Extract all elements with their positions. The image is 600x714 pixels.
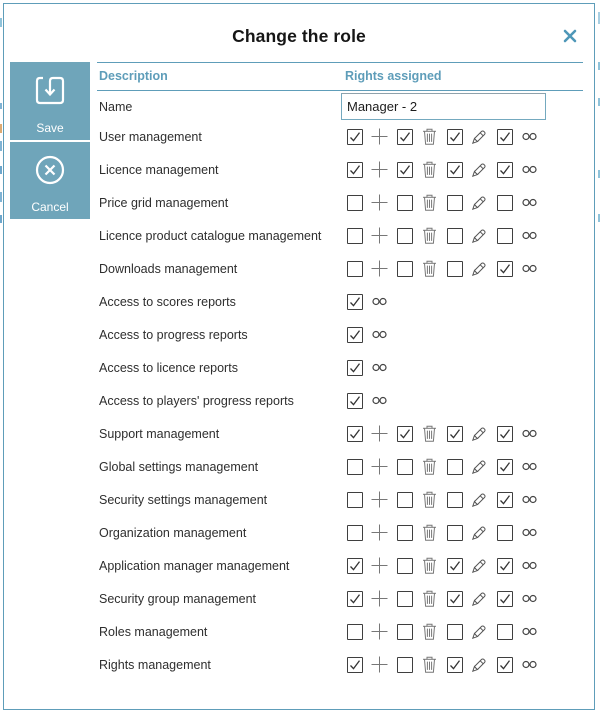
pencil-icon bbox=[467, 191, 492, 215]
cancel-icon bbox=[30, 151, 70, 196]
backdrop-fragment bbox=[0, 103, 2, 109]
checkbox-cell bbox=[492, 620, 517, 644]
checkbox-cell bbox=[342, 224, 367, 248]
rights-row bbox=[97, 483, 583, 516]
checkbox-cell bbox=[492, 521, 517, 545]
checkbox-unchecked[interactable] bbox=[447, 228, 463, 244]
checkbox-cell bbox=[392, 521, 417, 545]
checkbox-unchecked[interactable] bbox=[397, 228, 413, 244]
checkbox-cell bbox=[492, 158, 517, 182]
checkbox-unchecked[interactable] bbox=[397, 492, 413, 508]
trash-icon bbox=[417, 521, 442, 545]
checkbox-checked[interactable] bbox=[347, 591, 363, 607]
trash-icon bbox=[417, 158, 442, 182]
checkbox-unchecked[interactable] bbox=[397, 195, 413, 211]
checkbox-unchecked[interactable] bbox=[347, 195, 363, 211]
pencil-icon bbox=[467, 224, 492, 248]
checkbox-cell bbox=[392, 620, 417, 644]
pencil-icon bbox=[467, 257, 492, 281]
save-icon bbox=[30, 71, 70, 116]
rights-row bbox=[97, 417, 583, 450]
checkbox-cell bbox=[342, 554, 367, 578]
pencil-icon bbox=[467, 488, 492, 512]
infinity-icon bbox=[517, 191, 542, 215]
infinity-icon bbox=[517, 257, 542, 281]
checkbox-cell bbox=[442, 455, 467, 479]
checkbox-checked[interactable] bbox=[497, 162, 513, 178]
trash-icon bbox=[417, 455, 442, 479]
name-label: Name bbox=[99, 99, 133, 114]
rights-row-label: Licence management bbox=[99, 162, 219, 177]
checkbox-cell bbox=[342, 422, 367, 446]
rights-row-label: Access to players' progress reports bbox=[99, 393, 294, 408]
rights-row bbox=[97, 582, 583, 615]
checkbox-cell bbox=[392, 653, 417, 677]
checkbox-unchecked[interactable] bbox=[497, 525, 513, 541]
checkbox-unchecked[interactable] bbox=[447, 525, 463, 541]
checkbox-cell bbox=[392, 224, 417, 248]
checkbox-cell bbox=[492, 224, 517, 248]
infinity-icon bbox=[517, 653, 542, 677]
save-button-label: Save bbox=[36, 121, 64, 135]
rights-row bbox=[97, 516, 583, 549]
rights-icons bbox=[342, 422, 542, 446]
checkbox-unchecked[interactable] bbox=[447, 261, 463, 277]
checkbox-cell bbox=[442, 488, 467, 512]
rights-row bbox=[97, 186, 583, 219]
plus-icon bbox=[367, 554, 392, 578]
trash-icon bbox=[417, 587, 442, 611]
rights-row-label: User management bbox=[99, 129, 202, 144]
checkbox-checked[interactable] bbox=[347, 558, 363, 574]
checkbox-cell bbox=[342, 290, 367, 314]
checkbox-checked[interactable] bbox=[447, 162, 463, 178]
close-button[interactable] bbox=[560, 28, 580, 48]
checkbox-cell bbox=[492, 455, 517, 479]
rights-row bbox=[97, 615, 583, 648]
checkbox-unchecked[interactable] bbox=[397, 591, 413, 607]
checkbox-unchecked[interactable] bbox=[347, 228, 363, 244]
checkbox-checked[interactable] bbox=[347, 426, 363, 442]
checkbox-cell bbox=[492, 488, 517, 512]
rights-icons bbox=[342, 554, 542, 578]
checkbox-cell bbox=[342, 158, 367, 182]
trash-icon bbox=[417, 125, 442, 149]
cancel-button-label: Cancel bbox=[31, 200, 69, 214]
rights-row-label: Support management bbox=[99, 426, 220, 441]
rights-row bbox=[97, 318, 583, 351]
checkbox-cell bbox=[442, 521, 467, 545]
rights-icons bbox=[342, 356, 392, 380]
rights-row-label: Rights management bbox=[99, 657, 211, 672]
checkbox-unchecked[interactable] bbox=[397, 261, 413, 277]
pencil-icon bbox=[467, 455, 492, 479]
plus-icon bbox=[367, 125, 392, 149]
checkbox-unchecked[interactable] bbox=[447, 492, 463, 508]
infinity-icon bbox=[367, 356, 392, 380]
infinity-icon bbox=[517, 224, 542, 248]
rights-row bbox=[97, 219, 583, 252]
checkbox-cell bbox=[492, 257, 517, 281]
infinity-icon bbox=[367, 323, 392, 347]
rights-icons bbox=[342, 257, 542, 281]
checkbox-checked[interactable] bbox=[397, 162, 413, 178]
checkbox-cell bbox=[342, 323, 367, 347]
rights-icons bbox=[342, 191, 542, 215]
trash-icon bbox=[417, 620, 442, 644]
header-divider-top bbox=[97, 62, 583, 63]
backdrop-fragment bbox=[0, 124, 2, 133]
plus-icon bbox=[367, 620, 392, 644]
checkbox-cell bbox=[442, 224, 467, 248]
trash-icon bbox=[417, 422, 442, 446]
dialog-title: Change the role bbox=[232, 26, 366, 46]
rights-row bbox=[97, 384, 583, 417]
checkbox-checked[interactable] bbox=[497, 558, 513, 574]
rights-row bbox=[97, 351, 583, 384]
rights-icons bbox=[342, 290, 392, 314]
checkbox-unchecked[interactable] bbox=[347, 261, 363, 277]
checkbox-cell bbox=[442, 257, 467, 281]
checkbox-checked[interactable] bbox=[397, 129, 413, 145]
checkbox-unchecked[interactable] bbox=[347, 492, 363, 508]
rights-icons bbox=[342, 224, 542, 248]
checkbox-checked[interactable] bbox=[347, 393, 363, 409]
rights-row-label: Organization management bbox=[99, 525, 247, 540]
rights-row-label: Access to scores reports bbox=[99, 294, 236, 309]
rights-row-label: Access to progress reports bbox=[99, 327, 248, 342]
rights-icons bbox=[342, 158, 542, 182]
checkbox-cell bbox=[492, 587, 517, 611]
checkbox-cell bbox=[492, 554, 517, 578]
checkbox-cell bbox=[392, 587, 417, 611]
rights-icons bbox=[342, 587, 542, 611]
infinity-icon bbox=[517, 521, 542, 545]
checkbox-unchecked[interactable] bbox=[397, 525, 413, 541]
pencil-icon bbox=[467, 125, 492, 149]
checkbox-cell bbox=[342, 521, 367, 545]
plus-icon bbox=[367, 257, 392, 281]
rights-icons bbox=[342, 521, 542, 545]
plus-icon bbox=[367, 587, 392, 611]
checkbox-checked[interactable] bbox=[397, 426, 413, 442]
checkbox-cell bbox=[442, 587, 467, 611]
checkbox-unchecked[interactable] bbox=[447, 195, 463, 211]
checkbox-checked[interactable] bbox=[447, 558, 463, 574]
checkbox-checked[interactable] bbox=[447, 129, 463, 145]
rights-icons bbox=[342, 125, 542, 149]
column-header-rights: Rights assigned bbox=[345, 69, 442, 83]
checkbox-cell bbox=[392, 422, 417, 446]
save-button[interactable] bbox=[10, 62, 90, 140]
checkbox-cell bbox=[392, 455, 417, 479]
rights-icons bbox=[342, 488, 542, 512]
role-name-input[interactable] bbox=[341, 93, 546, 120]
checkbox-cell bbox=[342, 488, 367, 512]
cancel-button[interactable] bbox=[10, 142, 90, 219]
rights-row-label: Application manager management bbox=[99, 558, 290, 573]
checkbox-checked[interactable] bbox=[447, 591, 463, 607]
checkbox-cell bbox=[392, 158, 417, 182]
backdrop-fragment bbox=[0, 141, 2, 151]
rights-row-label: Global settings management bbox=[99, 459, 259, 474]
checkbox-cell bbox=[392, 257, 417, 281]
checkbox-checked[interactable] bbox=[447, 657, 463, 673]
checkbox-cell bbox=[392, 191, 417, 215]
plus-icon bbox=[367, 488, 392, 512]
backdrop-fragment bbox=[0, 166, 2, 174]
plus-icon bbox=[367, 224, 392, 248]
rights-row bbox=[97, 153, 583, 186]
trash-icon bbox=[417, 554, 442, 578]
rights-row bbox=[97, 549, 583, 582]
rights-icons bbox=[342, 323, 392, 347]
checkbox-checked[interactable] bbox=[497, 591, 513, 607]
infinity-icon bbox=[517, 125, 542, 149]
checkbox-cell bbox=[442, 620, 467, 644]
trash-icon bbox=[417, 191, 442, 215]
checkbox-unchecked[interactable] bbox=[397, 558, 413, 574]
infinity-icon bbox=[517, 158, 542, 182]
rights-row-label: Price grid management bbox=[99, 195, 229, 210]
checkbox-checked[interactable] bbox=[347, 360, 363, 376]
plus-icon bbox=[367, 455, 392, 479]
checkbox-cell bbox=[492, 422, 517, 446]
checkbox-cell bbox=[342, 587, 367, 611]
rights-row-label: Licence product catalogue management bbox=[99, 228, 322, 243]
checkbox-checked[interactable] bbox=[347, 657, 363, 673]
checkbox-unchecked[interactable] bbox=[397, 459, 413, 475]
checkbox-checked[interactable] bbox=[347, 129, 363, 145]
checkbox-cell bbox=[392, 488, 417, 512]
infinity-icon bbox=[367, 389, 392, 413]
checkbox-cell bbox=[342, 125, 367, 149]
checkbox-cell bbox=[442, 554, 467, 578]
checkbox-cell bbox=[342, 620, 367, 644]
infinity-icon bbox=[517, 488, 542, 512]
pencil-icon bbox=[467, 653, 492, 677]
checkbox-cell bbox=[342, 455, 367, 479]
checkbox-cell bbox=[442, 191, 467, 215]
checkbox-cell bbox=[492, 191, 517, 215]
rights-row-label: Downloads management bbox=[99, 261, 238, 276]
plus-icon bbox=[367, 158, 392, 182]
rights-row bbox=[97, 450, 583, 483]
checkbox-unchecked[interactable] bbox=[397, 657, 413, 673]
infinity-icon bbox=[367, 290, 392, 314]
backdrop-fragment bbox=[0, 18, 2, 27]
pencil-icon bbox=[467, 554, 492, 578]
rights-icons bbox=[342, 389, 392, 413]
checkbox-unchecked[interactable] bbox=[347, 525, 363, 541]
checkbox-checked[interactable] bbox=[447, 426, 463, 442]
checkbox-checked[interactable] bbox=[347, 162, 363, 178]
infinity-icon bbox=[517, 620, 542, 644]
checkbox-cell bbox=[342, 257, 367, 281]
checkbox-checked[interactable] bbox=[497, 261, 513, 277]
trash-icon bbox=[417, 257, 442, 281]
checkbox-unchecked[interactable] bbox=[347, 624, 363, 640]
rights-row bbox=[97, 648, 583, 681]
checkbox-checked[interactable] bbox=[497, 492, 513, 508]
infinity-icon bbox=[517, 455, 542, 479]
plus-icon bbox=[367, 422, 392, 446]
checkbox-cell bbox=[442, 653, 467, 677]
infinity-icon bbox=[517, 554, 542, 578]
rights-row-label: Security settings management bbox=[99, 492, 268, 507]
checkbox-cell bbox=[342, 356, 367, 380]
infinity-icon bbox=[517, 422, 542, 446]
rights-icons bbox=[342, 653, 542, 677]
rights-icons bbox=[342, 620, 542, 644]
checkbox-cell bbox=[342, 191, 367, 215]
checkbox-cell bbox=[442, 422, 467, 446]
checkbox-checked[interactable] bbox=[347, 294, 363, 310]
checkbox-checked[interactable] bbox=[497, 459, 513, 475]
rights-row bbox=[97, 285, 583, 318]
rights-row bbox=[97, 252, 583, 285]
checkbox-checked[interactable] bbox=[497, 129, 513, 145]
pencil-icon bbox=[467, 587, 492, 611]
backdrop-fragment bbox=[0, 215, 2, 223]
plus-icon bbox=[367, 521, 392, 545]
checkbox-checked[interactable] bbox=[497, 426, 513, 442]
rights-row-label: Roles management bbox=[99, 624, 208, 639]
checkbox-unchecked[interactable] bbox=[397, 624, 413, 640]
rights-row-label: Access to licence reports bbox=[99, 360, 238, 375]
trash-icon bbox=[417, 224, 442, 248]
column-header-description: Description bbox=[99, 69, 168, 83]
close-icon bbox=[563, 29, 577, 48]
checkbox-unchecked[interactable] bbox=[447, 624, 463, 640]
pencil-icon bbox=[467, 521, 492, 545]
checkbox-unchecked[interactable] bbox=[447, 459, 463, 475]
checkbox-cell bbox=[492, 653, 517, 677]
checkbox-cell bbox=[442, 158, 467, 182]
checkbox-cell bbox=[392, 554, 417, 578]
checkbox-unchecked[interactable] bbox=[497, 624, 513, 640]
checkbox-unchecked[interactable] bbox=[347, 459, 363, 475]
checkbox-cell bbox=[342, 389, 367, 413]
checkbox-checked[interactable] bbox=[347, 327, 363, 343]
checkbox-cell bbox=[342, 653, 367, 677]
rights-icons bbox=[342, 455, 542, 479]
trash-icon bbox=[417, 653, 442, 677]
backdrop-fragment bbox=[0, 192, 2, 202]
pencil-icon bbox=[467, 620, 492, 644]
checkbox-checked[interactable] bbox=[497, 657, 513, 673]
pencil-icon bbox=[467, 422, 492, 446]
rights-row-label: Security group management bbox=[99, 591, 257, 606]
pencil-icon bbox=[467, 158, 492, 182]
trash-icon bbox=[417, 488, 442, 512]
checkbox-cell bbox=[392, 125, 417, 149]
checkbox-cell bbox=[492, 125, 517, 149]
checkbox-cell bbox=[442, 125, 467, 149]
infinity-icon bbox=[517, 587, 542, 611]
plus-icon bbox=[367, 191, 392, 215]
checkbox-unchecked[interactable] bbox=[497, 228, 513, 244]
plus-icon bbox=[367, 653, 392, 677]
checkbox-unchecked[interactable] bbox=[497, 195, 513, 211]
rights-row bbox=[97, 120, 583, 153]
